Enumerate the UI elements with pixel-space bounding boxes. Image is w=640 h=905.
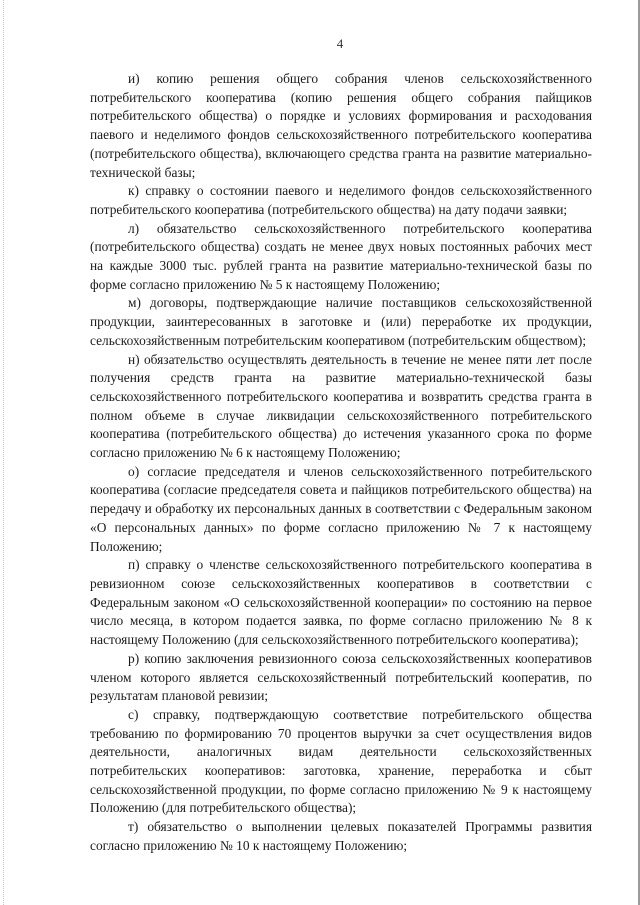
paragraph-l: л) обязательство сельскохозяйственного потребительского кооператива (потребительского общества) создать не менее двух новых постоянных рабочих мест на каждые 3000 тыс. рублей гранта на развитие материально-технической базы по форме согласно приложению № 5 к настоящему Положению;	[90, 220, 592, 292]
paragraph-r: р) копию заключения ревизионного союза сельскохозяйственных кооперативов членом которого является сельскохозяйственный потребительский кооператив, по результатам плановой ревизии;	[90, 650, 592, 704]
paragraph-i: и) копию решения общего собрания членов сельскохозяйственного потребительского кооператива (копию решения общего собрания пайщиков потребительского общества) о порядке и условиях формирования и расходования паевого и неделимого фондов сельскохозяйственного потребительского кооператива (потребительского общества), включающего средства гранта на развитие материально-технической базы;	[90, 71, 592, 180]
paragraph-s: с) справку, подтверждающую соответствие потребительского общества требованию по формированию 70 процентов выручки за счет осуществления видов деятельности, аналогичных видам деятельности сельскохозяйственных потребительских кооперативов: заготовка, хранение, переработка и сбыт сельскохозяйственной продукции, по форме согласно приложению № 9 к настоящему Положению (для потребительского общества);	[90, 706, 592, 816]
paragraph-t: т) обязательство о выполнении целевых показателей Программы развития согласно приложению № 10 к настоящему Положению;	[90, 819, 592, 853]
page-number: 4	[336, 36, 344, 51]
paragraph-n: н) обязательство осуществлять деятельность в течение не менее пяти лет после получения средств гранта на развитие материально-технической базы сельскохозяйственного потребительского кооператива и возвратить средства гранта в полном объеме в случае ликвидации сельскохозяйственного потребительского кооператива (потребительского общества) до истечения указанного срока по форме согласно приложению № 6 к настоящему Положению;	[90, 351, 592, 461]
document-body	[90, 70, 592, 856]
paragraph-m: м) договоры, подтверждающие наличие поставщиков сельскохозяйственной продукции, заинтересованных в заготовке и (или) переработке их продукции, сельскохозяйственным потребительским кооперативом (потребительским обществом);	[90, 295, 592, 348]
paragraph-p: п) справку о членстве сельскохозяйственного потребительского кооператива в ревизионном союзе сельскохозяйственных кооперативов в соответствии с Федеральным законом «О сельскохозяйственной кооперации» по состоянию на первое число месяца, в котором подается заявка, по форме согласно приложению № 8 к настоящему Положению (для сельскохозяйственного потребительского кооператива);	[90, 557, 592, 648]
page-edge-line	[3, 0, 5, 905]
paragraph-k: к) справку о состоянии паевого и неделимого фондов сельскохозяйственного потребительского кооператива (потребительского общества) на дату подачи заявки;	[90, 183, 592, 217]
paragraph-o: о) согласие председателя и членов сельскохозяйственного потребительского кооператива (согласие председателя совета и пайщиков потребительского общества) на передачу и обработку их персональных данных в соответствии с Федеральным законом «О персональных данных» по форме согласно приложению № 7 к настоящему Положению;	[90, 463, 592, 554]
